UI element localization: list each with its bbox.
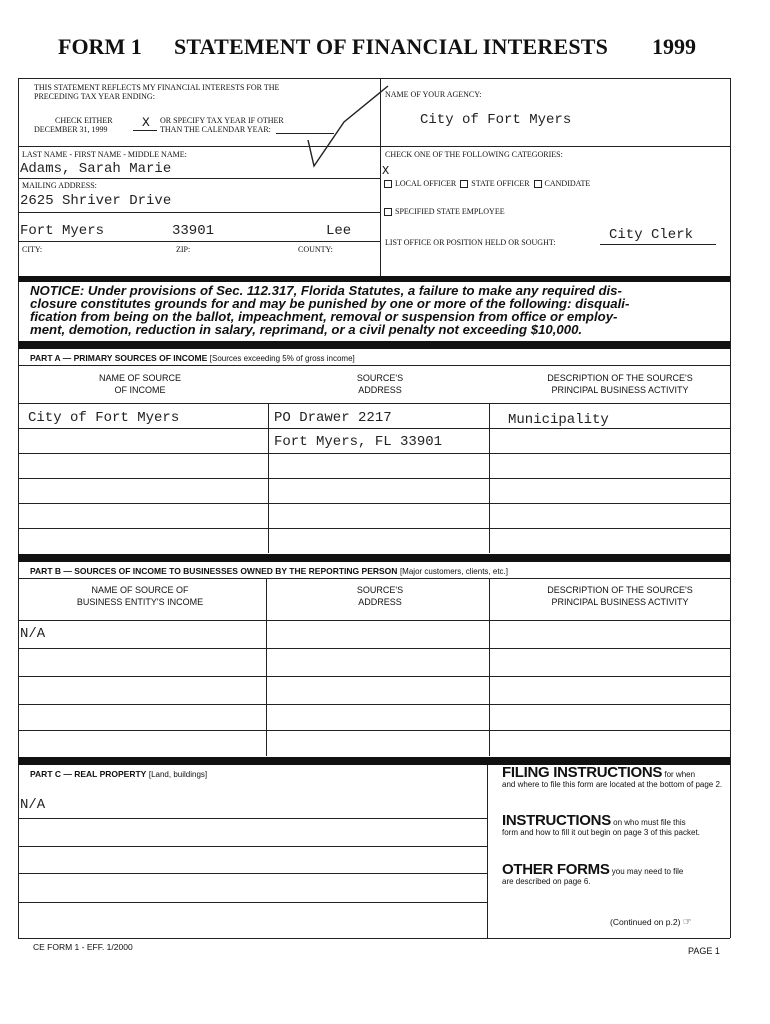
category-options [384, 179, 590, 188]
other-forms-text: are described on page 6. [502, 877, 591, 886]
tax-year-text-1: THIS STATEMENT REFLECTS MY FINANCIAL INTERESTS FOR THE [34, 83, 280, 92]
agency-value[interactable]: City of Fort Myers [420, 112, 572, 128]
county-value[interactable]: Lee [326, 223, 352, 239]
county-label: COUNTY: [298, 245, 333, 254]
part-a-row1-address[interactable]: PO Drawer 2217 [274, 410, 392, 426]
state-officer-checkbox[interactable] [460, 180, 468, 188]
part-b-title: PART B — SOURCES OF INCOME TO BUSINESSES OWNED BY THE REPORTING PERSON [30, 566, 398, 576]
filing-instructions: FILING INSTRUCTIONS for when and where to file this form are located at the bottom of page 2. [502, 764, 723, 789]
continued-note: (Continued on p.2) ☞ [610, 917, 692, 928]
state-employee-option [384, 207, 505, 216]
part-a-row1-description[interactable]: Municipality [508, 412, 609, 428]
part-a-col-name: NAME OF SOURCE OF INCOME [98, 373, 181, 395]
name-label: LAST NAME - FIRST NAME - MIDDLE NAME: [22, 150, 187, 159]
form-year: 1999 [652, 34, 696, 59]
specify-year-label-2: THAN THE CALENDAR YEAR: [160, 125, 271, 134]
part-b-na[interactable]: N/A [20, 626, 46, 642]
part-a-col-address: SOURCE'S ADDRESS [356, 373, 404, 395]
part-c-na[interactable]: N/A [20, 797, 46, 813]
name-value[interactable]: Adams, Sarah Marie [20, 161, 172, 177]
filing-instructions-heading: FILING INSTRUCTIONS [502, 764, 663, 781]
state-employee-label: SPECIFIED STATE EMPLOYEE [395, 207, 505, 216]
part-c-subtitle: [Land, buildings] [148, 770, 208, 779]
part-a-row1-name[interactable]: City of Fort Myers [28, 410, 180, 426]
office-label: LIST OFFICE OR POSITION HELD OR SOUGHT: [385, 238, 556, 247]
category-mark: X [382, 164, 390, 178]
part-c-heading [30, 769, 207, 780]
zip-label: ZIP: [176, 245, 191, 254]
other-forms-block: OTHER FORMS you may need to file are described on page 6. [502, 865, 724, 887]
tax-year-check-mark: X [142, 115, 150, 130]
part-b-heading [30, 566, 508, 577]
notice-line-4: ment, demotion, reduction in salary, reprimand, or a civil penalty not exceeding $10,000. [30, 322, 583, 337]
city-value[interactable]: Fort Myers [20, 223, 105, 239]
form-id: CE FORM 1 - EFF. 1/2000 [33, 942, 133, 952]
part-a-subtitle: [Sources exceeding 5% of gross income] [209, 354, 355, 363]
check-either-label: CHECK EITHER [55, 116, 113, 125]
tax-year-text-2: PRECEDING TAX YEAR ENDING: [34, 92, 155, 101]
local-officer-checkbox[interactable] [384, 180, 392, 188]
local-officer-label: LOCAL OFFICER [395, 179, 457, 188]
zip-value[interactable]: 33901 [172, 223, 215, 239]
december-date: DECEMBER 31, 1999 [34, 125, 108, 134]
specify-year-label-1: OR SPECIFY TAX YEAR IF OTHER [160, 116, 284, 125]
office-value[interactable]: City Clerk [609, 227, 694, 243]
notice-line-2: closure constitutes grounds for and may be punished by one or more of the following: disquali- [30, 296, 630, 311]
form-title: STATEMENT OF FINANCIAL INTERESTS [174, 34, 609, 59]
part-a-title: PART A — PRIMARY SOURCES OF INCOME [30, 353, 208, 363]
pointing-hand-icon: ☞ [682, 917, 692, 928]
part-b-col-address: SOURCE'S ADDRESS [356, 585, 404, 607]
filing-instructions-text: and where to file this form are located at the bottom of page 2. [502, 780, 723, 789]
instructions-block: INSTRUCTIONS on who must file this form and how to fill it out begin on page 3 of this packet. [502, 816, 724, 838]
mailing-address-value[interactable]: 2625 Shriver Drive [20, 193, 172, 209]
instructions-text: form and how to fill it out begin on page 3 of this packet. [502, 828, 700, 837]
mailing-address-label: MAILING ADDRESS: [22, 181, 97, 190]
category-label: CHECK ONE OF THE FOLLOWING CATEGORIES: [385, 150, 563, 159]
part-a-row2-address[interactable]: Fort Myers, FL 33901 [274, 434, 443, 450]
form-number: FORM 1 [58, 34, 142, 59]
state-officer-label: STATE OFFICER [471, 179, 530, 188]
instructions-heading: INSTRUCTIONS [502, 812, 611, 829]
page-number: PAGE 1 [688, 946, 720, 956]
notice-line-3: fication from being on the ballot, impeachment, removal or suspension from office or employ- [30, 309, 618, 324]
candidate-label: CANDIDATE [544, 179, 591, 188]
city-label: CITY: [22, 245, 43, 254]
other-forms-heading: OTHER FORMS [502, 861, 610, 878]
part-b-col-name: NAME OF SOURCE OF BUSINESS ENTITY'S INCOME [76, 585, 204, 607]
notice-text [30, 284, 730, 336]
notice-line-1: NOTICE: Under provisions of Sec. 112.317, Florida Statutes, a failure to make any required dis- [30, 283, 622, 298]
candidate-checkbox[interactable] [534, 180, 542, 188]
part-c-title: PART C — REAL PROPERTY [30, 769, 147, 779]
part-b-subtitle: [Major customers, clients, etc.] [399, 567, 508, 576]
part-a-col-description: DESCRIPTION OF THE SOURCE'S PRINCIPAL BUSINESS ACTIVITY [547, 373, 693, 395]
part-b-col-description: DESCRIPTION OF THE SOURCE'S PRINCIPAL BUSINESS ACTIVITY [547, 585, 693, 607]
part-a-heading [30, 353, 355, 364]
state-employee-checkbox[interactable] [384, 208, 392, 216]
agency-label: NAME OF YOUR AGENCY: [385, 90, 482, 99]
